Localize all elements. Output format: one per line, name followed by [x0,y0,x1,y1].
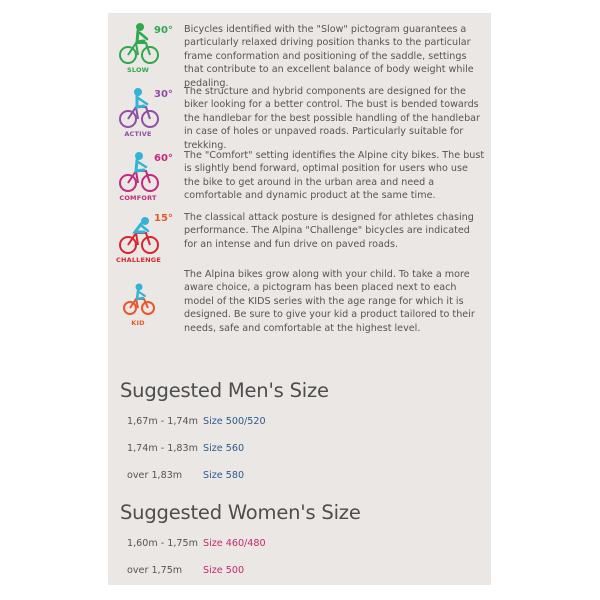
womens-size-heading: Suggested Women's Size [120,501,361,524]
challenge-pictogram [116,211,180,267]
slow-label: SLOW [126,66,150,74]
active-angle: 30° [154,89,173,100]
slow-description: Bicycles identified with the "Slow" pictogram guarantees a particularly relaxed driving position thanks to the particular frame conformation and positioning of the saddle, settings that contribute to an excellent balance of body weight while pedaling. [184,24,474,89]
comfort-label: COMFORT [119,194,157,202]
mens-size-row [108,443,491,463]
active-label: ACTIVE [124,130,152,138]
kid-description: The Alpina bikes grow along with your child. To take a more aware choice, a pictogram has been placed next to each model of the KIDS series with the age range for which it is designed. Be sure to give your kid a product tailored to their needs, safe and comfortable at the highest level. [184,269,475,334]
comfort-angle: 60° [154,153,173,164]
challenge-label: CHALLENGE [116,256,161,264]
active-description: The structure and hybrid components are designed for the biker looking for a better control. The bust is bended towards the handlebar for the best possible handling of the handlebar in case of holes or unpaved roads. Particularly suitable for trekking. [184,86,481,151]
slow-pictogram [116,21,180,77]
comfort-pictogram [116,149,180,205]
comfort-description: The "Comfort" setting identifies the Alpine city bikes. The bust is slightly bend forward, optimal position for users who use the bike to get around in the urban area and need a comfortable and dynamic product at the same time. [184,150,485,202]
height-range: over 1,83m [127,470,183,481]
size-link[interactable]: Size 580 [203,470,245,481]
active-pictogram [116,85,180,141]
size-link[interactable]: Size 460/480 [203,538,266,549]
kid-bike-icon [116,274,176,320]
height-range: over 1,75m [127,565,183,576]
size-guide-panel [108,13,491,585]
mens-size-row [108,470,491,490]
size-link[interactable]: Size 500 [203,565,245,576]
womens-size-row [108,538,491,558]
height-range: 1,74m - 1,83m [127,443,198,454]
size-link[interactable]: Size 560 [203,443,245,454]
challenge-angle: 15° [154,213,173,224]
mens-size-row [108,416,491,436]
kid-pictogram [116,274,180,330]
kid-label: KID [131,319,145,327]
size-link[interactable]: Size 500/520 [203,416,266,427]
challenge-description: The classical attack posture is designed for athletes chasing performance. The Alpina "Challenge" bicycles are indicated for an intense and fun drive on paved roads. [184,212,474,250]
height-range: 1,67m - 1,74m [127,416,198,427]
slow-angle: 90° [154,25,173,36]
height-range: 1,60m - 1,75m [127,538,198,549]
mens-size-heading: Suggested Men's Size [120,379,329,402]
womens-size-row [108,565,491,585]
